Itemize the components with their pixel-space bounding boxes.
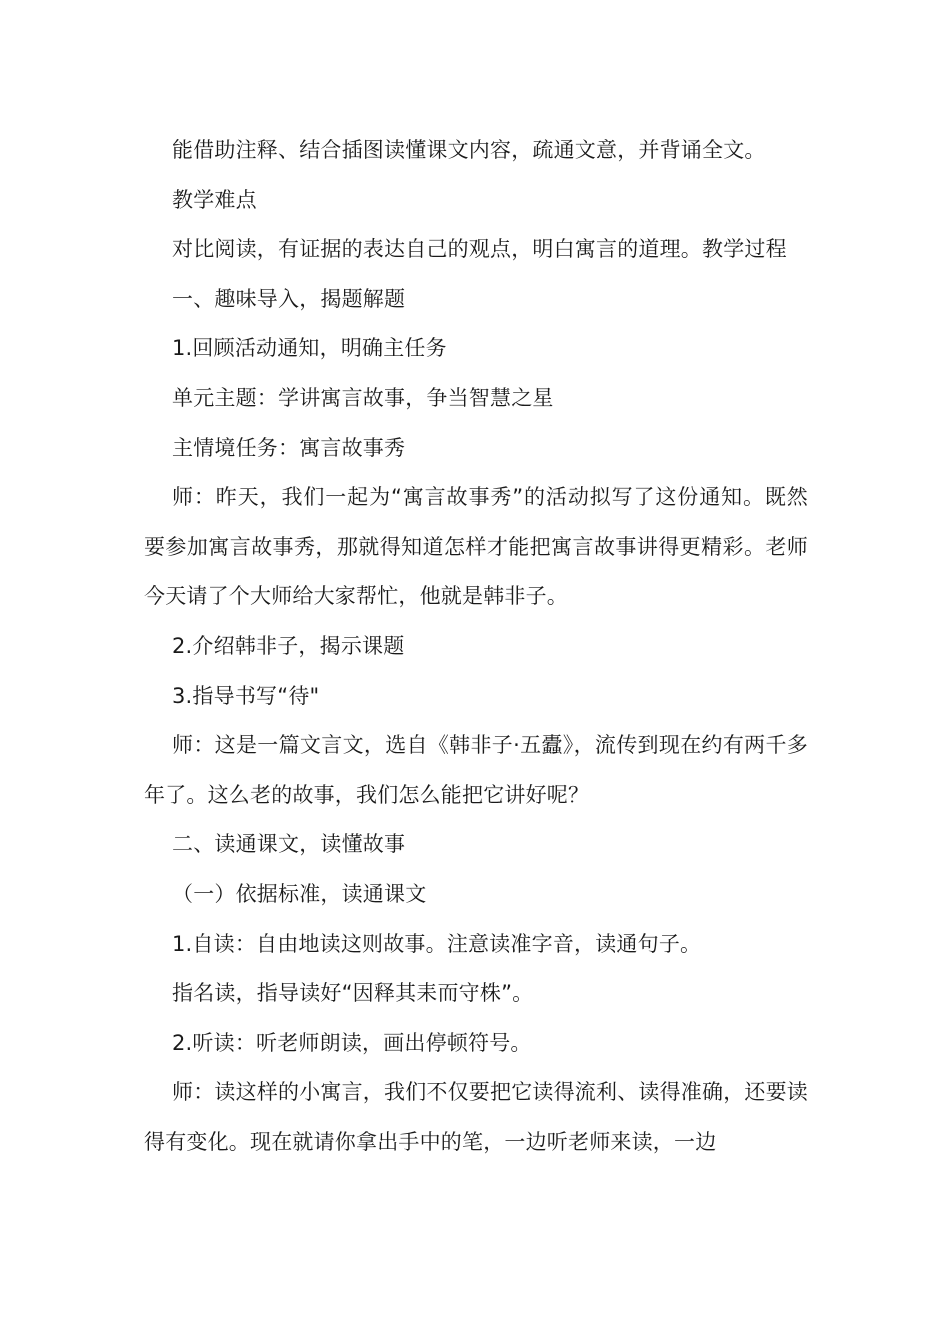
main-task: 主情境任务：寓言故事秀 [172, 435, 406, 460]
step-1-3: 3.指导书写“待" [172, 683, 320, 708]
paragraph-difficulty-and-process-heading: 对比阅读，有证据的表达自己的观点，明白寓言的道理。教学过程 [172, 237, 787, 262]
teacher-speech-1: 师：昨天，我们一起为“寓言故事秀”的活动拟写了这份通知。既然要参加寓言故事秀，那就得知道怎样才能把寓言故事讲得更精彩。老师今天请了个大师给大家帮忙，他就是韩非子。 [144, 485, 808, 609]
step-1-2: 2.介绍韩非子，揭示课题 [172, 633, 405, 658]
unit-theme: 单元主题：学讲寓言故事，争当智慧之星 [172, 385, 554, 410]
document-body [144, 126, 808, 1167]
section-heading-2: 二、读通课文，读懂故事 [172, 832, 406, 857]
step-2-1: 1.自读：自由地读这则故事。注意读准字音，读通句子。 [172, 931, 702, 956]
teacher-speech-2: 师：这是一篇文言文，选自《韩非子·五蠹》，流传到现在约有两千多年了。这么老的故事，我们怎么能把它讲好呢？ [144, 733, 808, 807]
step-2-2: 2.听读：听老师朗读，画出停顿符号。 [172, 1030, 532, 1055]
paragraph-objective: 能借助注释、结合插图读懂课文内容，疏通文意，并背诵全文。 [172, 138, 766, 162]
teacher-speech-3: 师：读这样的小寓言，我们不仅要把它读得流利、读得准确，还要读得有变化。现在就请你拿出手中的笔，一边听老师来读，一边 [144, 1080, 808, 1154]
subsection-heading-2-1: （一）依据标准，读通课文 [172, 881, 427, 906]
section-heading-1: 一、趣味导入，揭题解题 [172, 286, 406, 311]
heading-teaching-difficulty: 教学难点 [172, 187, 257, 212]
step-1-1: 1.回顾活动通知，明确主任务 [172, 336, 447, 361]
named-reading: 指名读，指导读好“因释其耒而守株”。 [172, 981, 534, 1006]
